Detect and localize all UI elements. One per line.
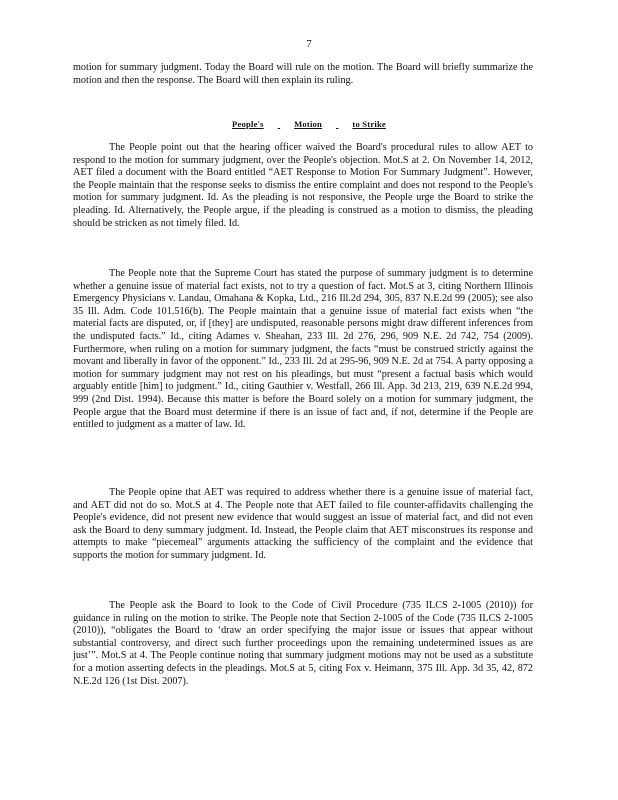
- paragraph-intro: motion for summary judgment. Today the Board will rule on the motion. The Board will briefly summarize the motion and then the response. The Board will then explain its ruling.: [73, 62, 533, 86]
- section-heading: [0, 118, 618, 131]
- paragraph-hearing-officer: The People point out that the hearing officer waived the Board's procedural rules to allow AET to respond to the motion for summary judgment, over the People's objection. Mot.S at 2. On November 14, 2012, AET filed a document with the Board entitled “AET Response to Motion For Summary Judgment”. However, the People maintain that the response seeks to dismiss the entire complaint and does not respond to the People's motion for summary judgment. Id. As the pleading is not responsive, the People urge the Board to strike the pleading. Id. Alternatively, the People argue, if the pleading is construed as a motion to dismiss, the pleading should be stricken as not timely filed. Id.: [73, 142, 533, 229]
- heading-word-1: People's: [232, 119, 264, 129]
- paragraph-genuine-issue: The People opine that AET was required to address whether there is a genuine issue of material fact, and AET did not do so. Mot.S at 4. The People note that AET failed to file counter-affidavits challenging the People's evidence, did not present new evidence that would suggest an issue of material fact, and did not even ask the Board to deny summary judgment. Id. Instead, the People claim that AET misconstrues its response and attempts to make “piecemeal” arguments attacking the sufficiency of the complaint and the evidence that supports the motion for summary judgment. Id.: [73, 487, 533, 561]
- paragraph-code-civil-procedure: The People ask the Board to look to the Code of Civil Procedure (735 ILCS 2-1005 (2010)) for guidance in ruling on the motion to strike. The People note that Section 2-1005 of the Code (735 ILCS 2-1005 (2010)), “obligates the Board to ‘draw an order specifying the major issue or issues that appear without substantial controversy, and direct such further proceedings upon the remaining undetermined issues as are just’”. Mot.S at 4. The People continue noting that summary judgment motions may not be used as a substitute for a motion asserting defects in the pleadings. Mot.S at 5, citing Fox v. Heimann, 375 Ill. App. 3d 35, 42, 872 N.E.2d 126 (1st Dist. 2007).: [73, 600, 533, 687]
- heading-word-3: to Strike: [352, 119, 386, 129]
- paragraph-summary-judgment-purpose: The People note that the Supreme Court has stated the purpose of summary judgment is to determine whether a genuine issue of material fact exists, not to try a question of fact. Mot.S at 3, citing Northern Illinois Emergency Physicians v. Landau, Omahana & Kopka, Ltd., 216 Ill.2d 294, 305, 837 N.E.2d 99 (2005); see also 35 Ill. Adm. Code 101.516(b). The People maintain that a genuine issue of material fact exists when “the material facts are disputed, or, if [they] are undisputed, reasonable persons might draw different inferences from the undisputed facts.” Id., citing Adames v. Sheahan, 233 Ill. 2d 276, 296, 909 N.E. 2d 742, 754 (2009). Furthermore, when ruling on a motion for summary judgment, the facts “must be construed strictly against the movant and liberally in favor of the opponent.” Id., 233 Ill. 2d at 295-96, 909 N.E. 2d at 754. A party opposing a motion for summary judgment may not rest on his pleadings, but must “present a factual basis which would arguably entitle [him] to judgment.” Id., citing Gauthier v. Westfall, 266 Ill. App. 3d 213, 219, 639 N.E.2d 994, 999 (2nd Dist. 1994). Because this matter is before the Board solely on a motion for summary judgment, the People argue that the Board must determine if there is an issue of fact and, if not, determine if the People are entitled to judgment as a matter of law. Id.: [73, 268, 533, 431]
- heading-word-2: Motion: [294, 119, 323, 129]
- page-number: 7: [306, 38, 312, 50]
